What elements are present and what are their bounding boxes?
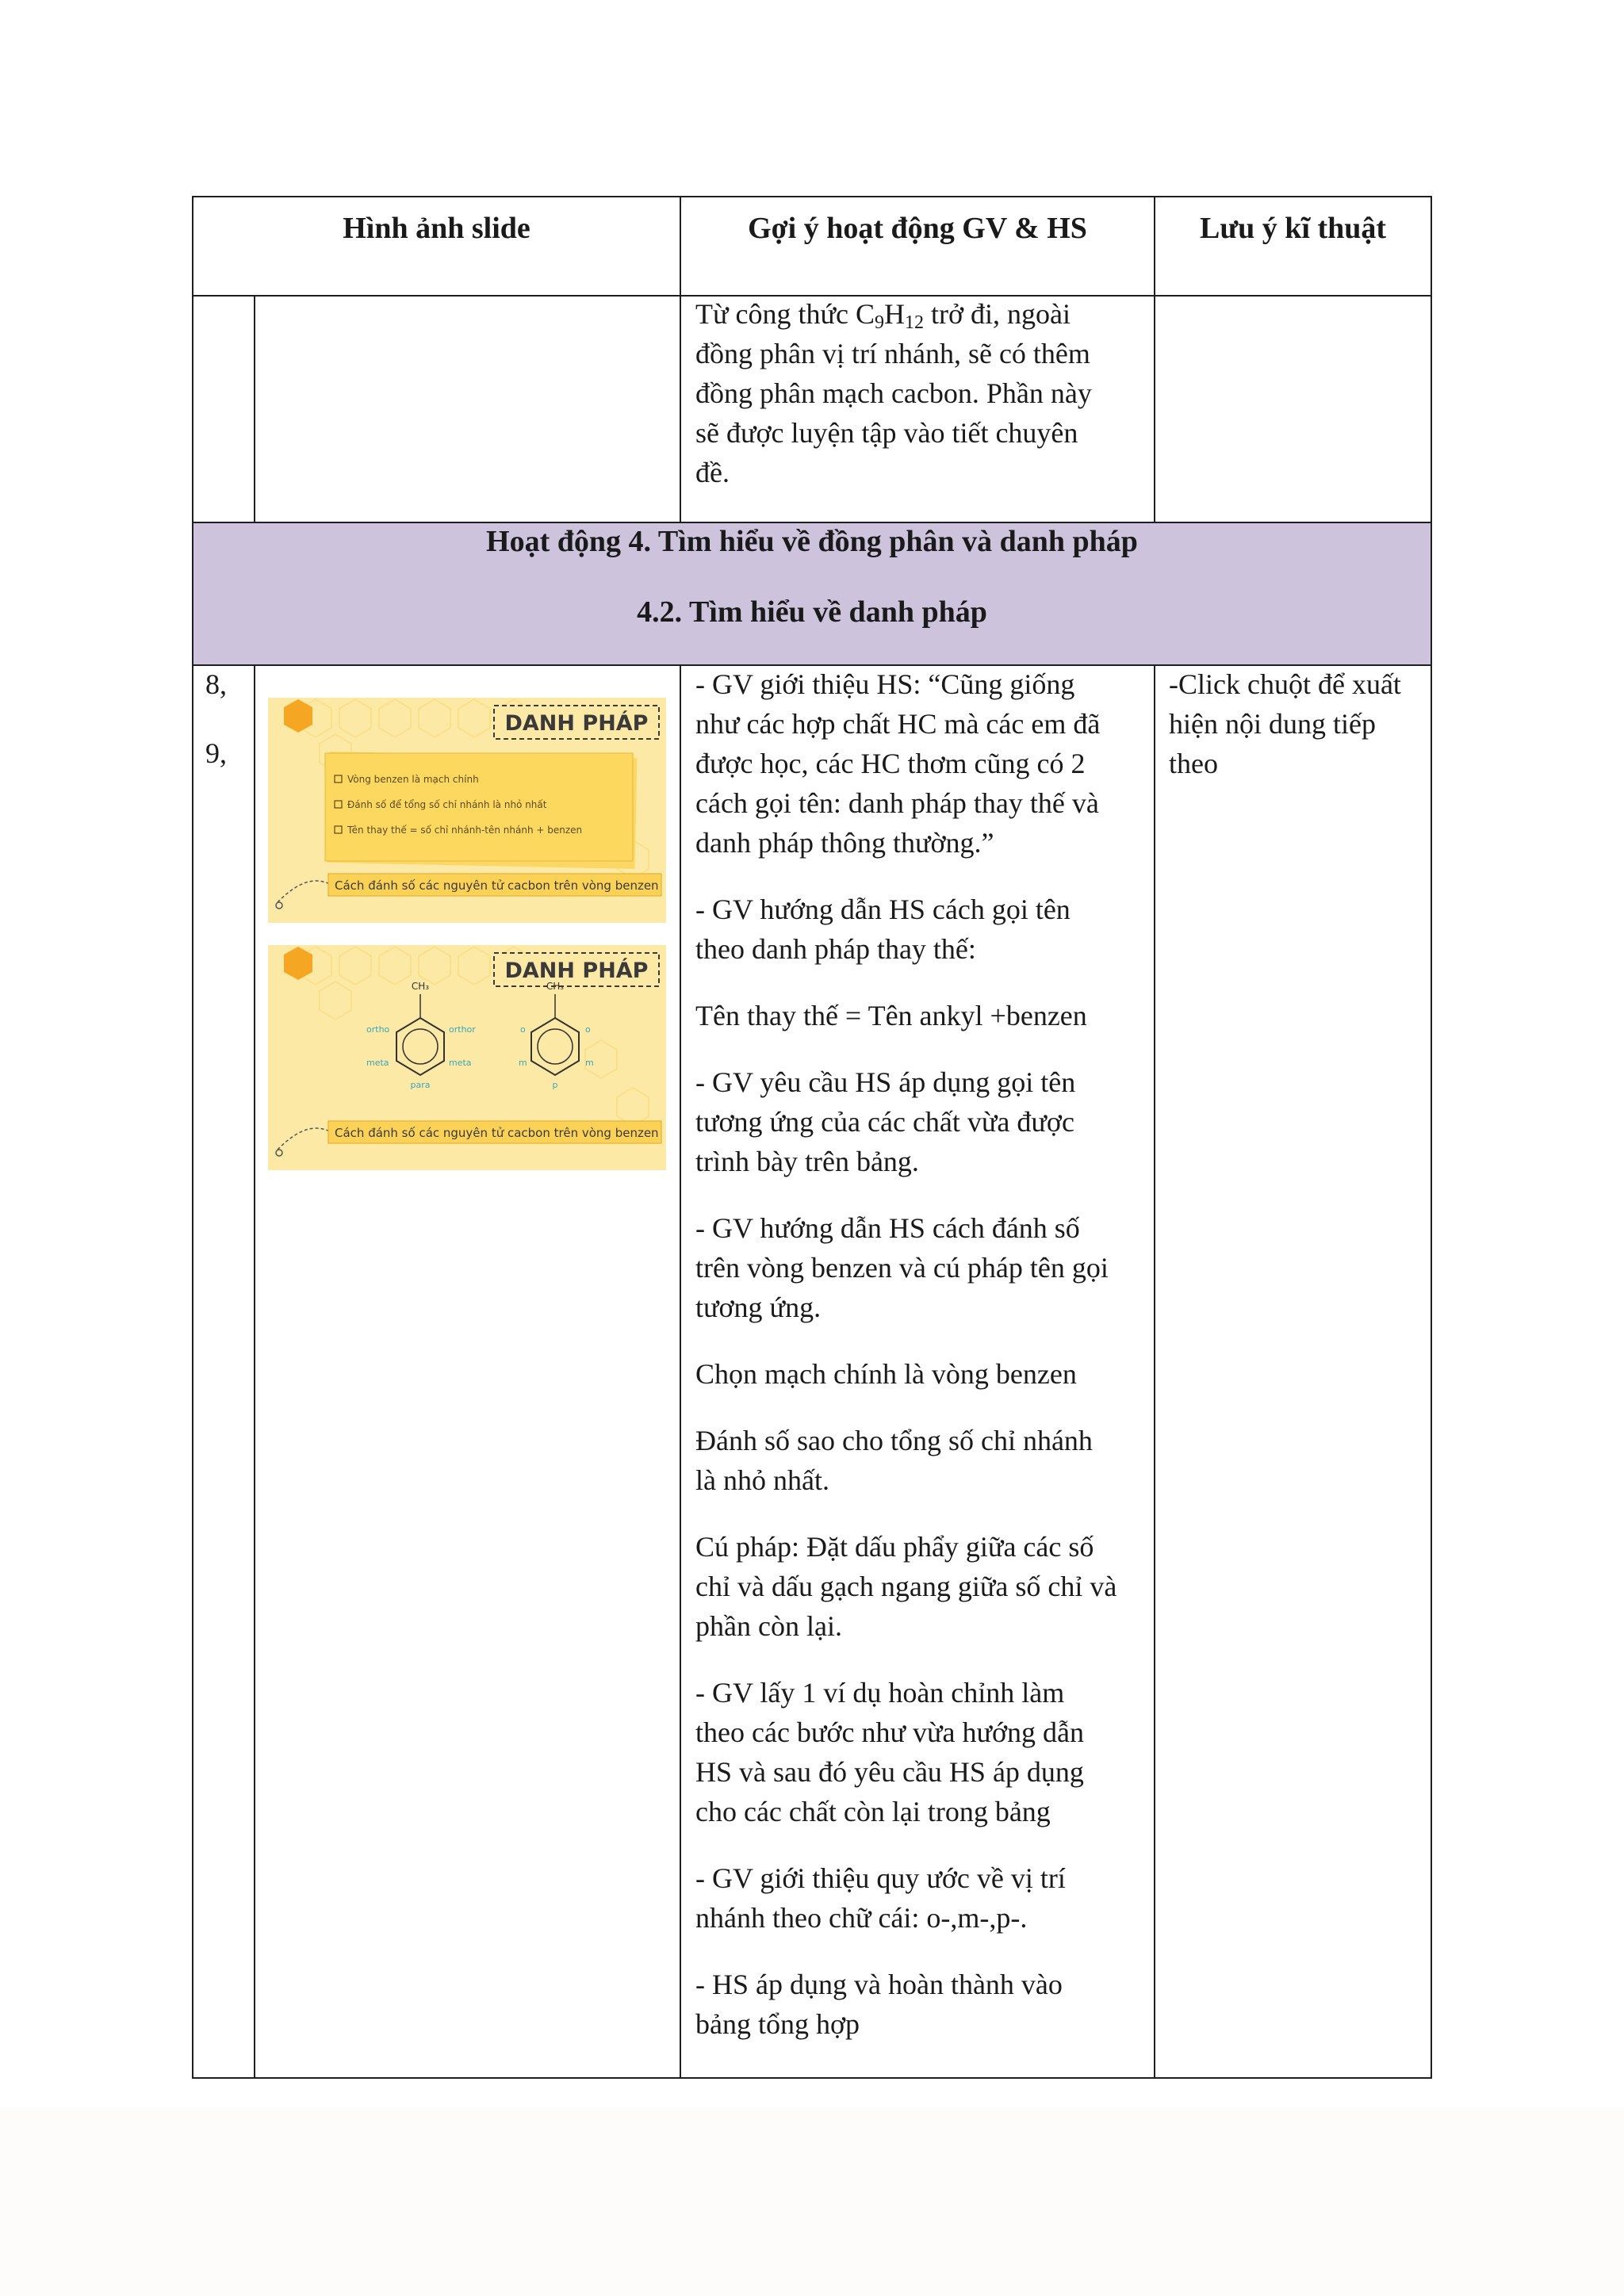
para-5-line-3: tương ứng.	[695, 1292, 822, 1323]
para-8-line-2: chỉ và dấu gạch ngang giữa số chỉ và	[695, 1571, 1117, 1602]
header-activity-suggestion: Gợi ý hoạt động GV & HS	[748, 212, 1087, 245]
slide-2-title: DANH PHÁP	[504, 959, 649, 983]
slide-thumbnail-1	[268, 698, 666, 923]
slide-number-9: 9,	[205, 737, 227, 769]
para-5-line-1: - GV hướng dẫn HS cách đánh số	[695, 1212, 1080, 1244]
para-1-line-2: như các hợp chất HC mà các em đã	[695, 708, 1101, 740]
note-line-2: hiện nội dung tiếp	[1169, 708, 1376, 740]
slide-1-footer: Cách đánh số các nguyên tử cacbon trên vòng benzen	[335, 878, 659, 893]
slide-1-title: DANH PHÁP	[504, 711, 649, 736]
top-row-line-1: Từ công thức $C_9H_{12}$ trở đi, ngoài	[695, 298, 1071, 333]
para-5-line-2: trên vòng benzen và cú pháp tên gọi	[695, 1252, 1109, 1284]
para-4-line-3: trình bày trên bảng.	[695, 1146, 919, 1177]
ring-1-meta-right: meta	[449, 1058, 472, 1068]
ring-1-para: para	[410, 1080, 431, 1090]
ring-1-meta-left: meta	[366, 1058, 389, 1068]
page-bottom-margin	[0, 2109, 1624, 2296]
para-8-line-1: Cú pháp: Đặt dấu phẩy giữa các số	[695, 1531, 1094, 1563]
para-8-line-3: phần còn lại.	[695, 1610, 842, 1642]
slide-1-bullet-2: Đánh số để tổng số chỉ nhánh là nhỏ nhất	[347, 799, 547, 810]
slide-number-8: 8,	[205, 668, 227, 700]
para-9-line-3: HS và sau đó yêu cầu HS áp dụng	[695, 1756, 1084, 1788]
para-9-line-4: cho các chất còn lại trong bảng	[695, 1796, 1051, 1827]
para-11-line-2: bảng tổng hợp	[695, 2008, 860, 2040]
para-7-line-2: là nhỏ nhất.	[695, 1464, 829, 1496]
top-row-line-3: đồng phân mạch cacbon. Phần này	[695, 377, 1092, 409]
para-4-line-1: - GV yêu cầu HS áp dụng gọi tên	[695, 1066, 1076, 1098]
para-1-line-3: được học, các HC thơm cũng có 2	[695, 748, 1086, 779]
note-line-3: theo	[1169, 748, 1218, 779]
para-7-line-1: Đánh số sao cho tổng số chỉ nhánh	[695, 1425, 1093, 1456]
top-row-line-2: đồng phân vị trí nhánh, sẽ có thêm	[695, 338, 1090, 369]
note-line-1: -Click chuột để xuất	[1169, 668, 1401, 700]
para-6-line-1: Chọn mạch chính là vòng benzen	[695, 1358, 1077, 1390]
header-technical-notes: Lưu ý kĩ thuật	[1199, 212, 1387, 245]
ring-2-p: p	[552, 1080, 558, 1090]
slide-1-bullet-3: Tên thay thế = số chỉ nhánh-tên nhánh + benzen	[347, 825, 583, 836]
top-row-line-4: sẽ được luyện tập vào tiết chuyên	[695, 417, 1078, 449]
header-slide-image: Hình ảnh slide	[343, 212, 530, 245]
ring-2-m-right: m	[585, 1058, 594, 1068]
slide-thumbnail-2	[268, 945, 666, 1170]
section-title: Hoạt động 4. Tìm hiểu về đồng phân và danh pháp	[486, 525, 1138, 558]
ring-2-top-label: CH₃	[546, 981, 565, 992]
para-10-line-1: - GV giới thiệu quy ước về vị trí	[695, 1862, 1066, 1894]
para-2-line-1: - GV hướng dẫn HS cách gọi tên	[695, 894, 1071, 925]
para-10-line-2: nhánh theo chữ cái: o-,m-,p-.	[695, 1902, 1028, 1934]
top-row-line-5: đề.	[695, 457, 730, 488]
para-1-line-5: danh pháp thông thường.”	[695, 827, 994, 859]
para-1-line-1: - GV giới thiệu HS: “Cũng giống	[695, 668, 1075, 700]
slide-1-bullet-1: Vòng benzen là mạch chính	[347, 774, 479, 785]
ring-1-top-label: CH₃	[411, 981, 430, 992]
para-3-line-1: Tên thay thế = Tên ankyl +benzen	[695, 1000, 1087, 1031]
para-9-line-1: - GV lấy 1 ví dụ hoàn chỉnh làm	[695, 1677, 1065, 1709]
para-11-line-1: - HS áp dụng và hoàn thành vào	[695, 1969, 1063, 2000]
para-4-line-2: tương ứng của các chất vừa được	[695, 1106, 1074, 1138]
ring-2-o-right: o	[585, 1024, 591, 1035]
para-9-line-2: theo các bước như vừa hướng dẫn	[695, 1716, 1084, 1748]
ring-1-ortho-right: orthor	[449, 1024, 476, 1035]
ring-2-o-left: o	[520, 1024, 526, 1035]
section-subtitle: 4.2. Tìm hiểu về danh pháp	[637, 595, 987, 629]
para-2-line-2: theo danh pháp thay thế:	[695, 933, 976, 965]
para-1-line-4: cách gọi tên: danh pháp thay thế và	[695, 787, 1099, 819]
slide-2-footer: Cách đánh số các nguyên tử cacbon trên vòng benzen	[335, 1126, 659, 1140]
ring-2-m-left: m	[519, 1058, 527, 1068]
ring-1-ortho-left: ortho	[366, 1024, 390, 1035]
